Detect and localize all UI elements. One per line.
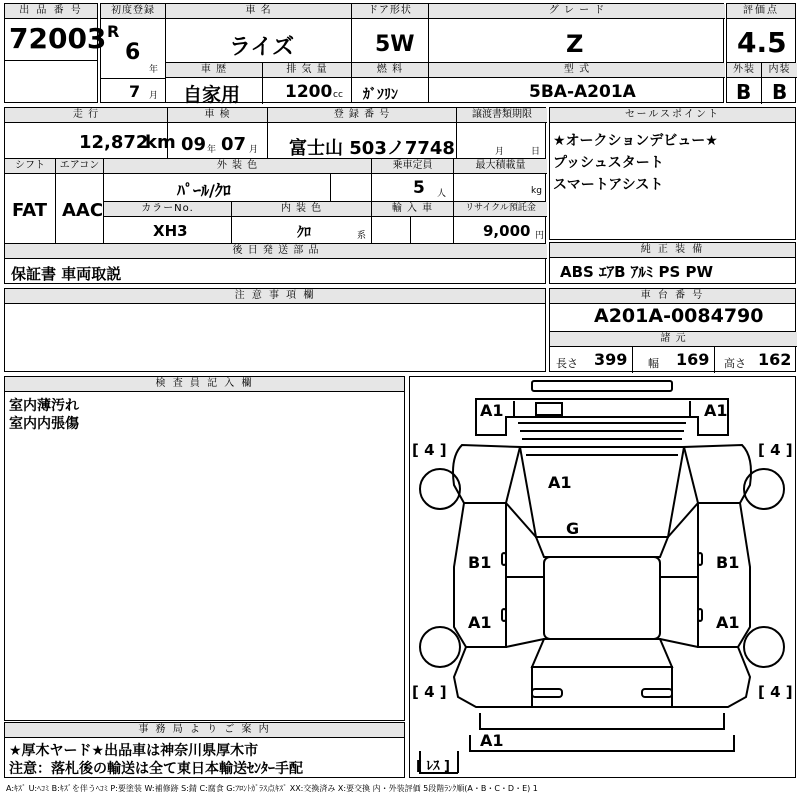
exterior-score-value: B xyxy=(736,80,752,104)
later-parts-value: 保証書 車両取説 xyxy=(11,265,122,283)
inspection-year-unit: 年 xyxy=(207,145,217,155)
grade-header: グ レ ー ド xyxy=(429,4,725,19)
transfer-day-unit: 日 xyxy=(531,147,541,157)
inspector-header: 検 査 員 記 入 欄 xyxy=(5,377,404,392)
max-load-header: 最大積載量 xyxy=(454,159,547,174)
lot-number: 72003 xyxy=(9,22,107,55)
displacement-value: 1200 xyxy=(285,82,333,102)
mark-front-right: A1 xyxy=(704,401,728,420)
plate-header: 登 録 番 号 xyxy=(268,108,456,123)
mileage-unit: km xyxy=(145,132,176,153)
lot-header: 出 品 番 号 xyxy=(5,4,97,19)
dims-height-label: 高さ xyxy=(724,357,746,370)
tire-fr: [ 4 ] xyxy=(758,441,793,459)
car-outline xyxy=(410,377,795,777)
equipment-header: 純 正 装 備 xyxy=(550,243,795,258)
shift-value: FAT xyxy=(12,200,48,221)
int-color-header: 内 装 色 xyxy=(232,202,371,217)
equipment-value: ABS ｴｱB ｱﾙﾐ PS PW xyxy=(560,263,714,281)
office-line-2: 注意：落札後の輸送は全て東日本輸送ｾﾝﾀｰ手配 xyxy=(9,761,303,777)
displacement-unit: cc xyxy=(333,90,343,100)
inspection-month: 07 xyxy=(221,134,247,155)
office-header: 事 務 局 よ り ご 案 内 xyxy=(5,723,404,738)
history-header: 車 歴 xyxy=(166,63,262,78)
fuel-header: 燃 料 xyxy=(352,63,428,78)
capacity-header: 乗車定員 xyxy=(372,159,453,174)
first-reg-header: 初度登録 xyxy=(101,4,165,19)
model-value: 5BA-A201A xyxy=(529,82,636,102)
mark-rear-bumper: A1 xyxy=(480,731,504,750)
office-line-1: ★厚木ヤード★出品車は神奈川県厚木市 xyxy=(9,743,259,759)
score-value: 4.5 xyxy=(737,26,787,59)
score-header: 評価点 xyxy=(727,4,795,19)
notes-header: 注 意 事 項 欄 xyxy=(5,289,545,304)
interior-score-header: 内装 xyxy=(762,63,797,78)
ext-color-header: 外 装 色 xyxy=(104,159,371,174)
vehicle-info-box xyxy=(100,3,724,106)
chassis-value: A201A-0084790 xyxy=(594,305,764,327)
legend: A:ｷｽﾞ U:ﾍｺﾐ B:ｷｽﾞを伴うﾍｺﾐ P:要塗装 W:補修跡 S:錆 C:腐食 G:ﾌﾛﾝﾄｶﾞﾗｽ点ｷｽﾞ XX:交換済み X:要交換 内・外装評価 5段階ﾗﾝｸ順(A・B・C・D・E) 1 xyxy=(6,784,538,793)
later-parts-header: 後 日 発 送 部 品 xyxy=(5,244,547,259)
transfer-header: 譲渡書類期限 xyxy=(457,108,547,123)
inspection-month-unit: 月 xyxy=(249,145,259,155)
door-header: ドア形状 xyxy=(352,4,428,19)
int-color-value: ｸﾛ xyxy=(297,225,311,241)
chassis-box xyxy=(549,288,796,372)
first-reg-era: R xyxy=(107,22,120,41)
inspection-header: 車 検 xyxy=(168,108,267,123)
first-reg-year: 6 xyxy=(125,40,141,65)
transfer-month-unit: 月 xyxy=(495,147,505,157)
fuel-value: ｶﾞｿﾘﾝ xyxy=(363,87,398,103)
mark-windshield: G xyxy=(566,519,580,538)
spare-tire: [ ﾚｽ ] xyxy=(416,759,450,774)
recycle-value: 9,000 xyxy=(483,222,531,240)
mileage-value: 12,872 xyxy=(79,132,149,153)
model-header: 型 式 xyxy=(429,63,725,78)
aircon-header: エアコン xyxy=(56,159,103,174)
dims-length-value: 399 xyxy=(594,350,628,369)
capacity-unit: 人 xyxy=(437,189,447,199)
chassis-header: 車 台 番 号 xyxy=(550,289,795,304)
dims-height-value: 162 xyxy=(758,350,792,369)
sales-point-1: ★オークションデビュー★ xyxy=(553,133,718,149)
details-box xyxy=(4,107,546,284)
inspection-year: 09 xyxy=(181,134,207,155)
int-color-unit: 系 xyxy=(357,231,367,241)
inspector-box xyxy=(4,376,405,721)
color-no-value: XH3 xyxy=(153,222,188,240)
grade-value: Z xyxy=(566,30,584,58)
tire-fl: [ 4 ] xyxy=(412,441,447,459)
shift-header: シフト xyxy=(5,159,55,174)
exterior-score-header: 外装 xyxy=(727,63,761,78)
mark-rear-door-right: A1 xyxy=(716,613,740,632)
car-name-header: 車 名 xyxy=(166,4,351,19)
dims-width-label: 幅 xyxy=(648,357,659,370)
dims-header: 諸 元 xyxy=(550,332,797,347)
mileage-header: 走 行 xyxy=(5,108,167,123)
mark-hood: A1 xyxy=(548,473,572,492)
history-value: 自家用 xyxy=(183,84,241,106)
sales-points-box xyxy=(549,107,796,240)
recycle-unit: 円 xyxy=(535,231,545,241)
first-reg-month-unit: 月 xyxy=(149,91,159,101)
capacity-value: 5 xyxy=(413,178,425,198)
inspector-line-1: 室内薄汚れ xyxy=(9,398,79,414)
mark-front-left: A1 xyxy=(480,401,504,420)
door-value: 5W xyxy=(375,32,415,57)
max-load-unit: kg xyxy=(531,186,542,196)
equipment-box xyxy=(549,242,796,284)
mark-rear-door-left: A1 xyxy=(468,613,492,632)
aircon-value: AAC xyxy=(62,200,104,221)
mark-front-door-right: B1 xyxy=(716,553,740,572)
plate-value: 富士山 503ノ7748 xyxy=(289,138,455,159)
sales-point-2: プッシュスタート xyxy=(553,155,664,171)
notes-box xyxy=(4,288,546,372)
first-reg-month: 7 xyxy=(129,82,141,101)
color-no-header: カラーNo. xyxy=(104,202,231,217)
ext-color-value: ﾊﾟｰﾙ/ｸﾛ xyxy=(177,181,231,200)
mark-front-door-left: B1 xyxy=(468,553,492,572)
damage-diagram xyxy=(409,376,796,778)
score-box xyxy=(726,3,796,103)
import-header: 輸 入 車 xyxy=(372,202,453,217)
lot-box xyxy=(4,3,107,103)
recycle-header: リサイクル預託金 xyxy=(454,202,547,217)
interior-score-value: B xyxy=(772,80,788,104)
inspector-line-2: 室内内張傷 xyxy=(9,416,79,432)
car-name-value: ライズ xyxy=(229,35,295,60)
tire-rl: [ 4 ] xyxy=(412,683,447,701)
sales-points-header: セールスポイント xyxy=(550,108,795,123)
office-box xyxy=(4,722,405,778)
tire-rr: [ 4 ] xyxy=(758,683,793,701)
dims-width-value: 169 xyxy=(676,350,710,369)
displacement-header: 排 気 量 xyxy=(263,63,351,78)
sales-point-3: スマートアシスト xyxy=(553,177,664,193)
first-reg-year-unit: 年 xyxy=(149,65,159,75)
dims-length-label: 長さ xyxy=(556,357,578,370)
